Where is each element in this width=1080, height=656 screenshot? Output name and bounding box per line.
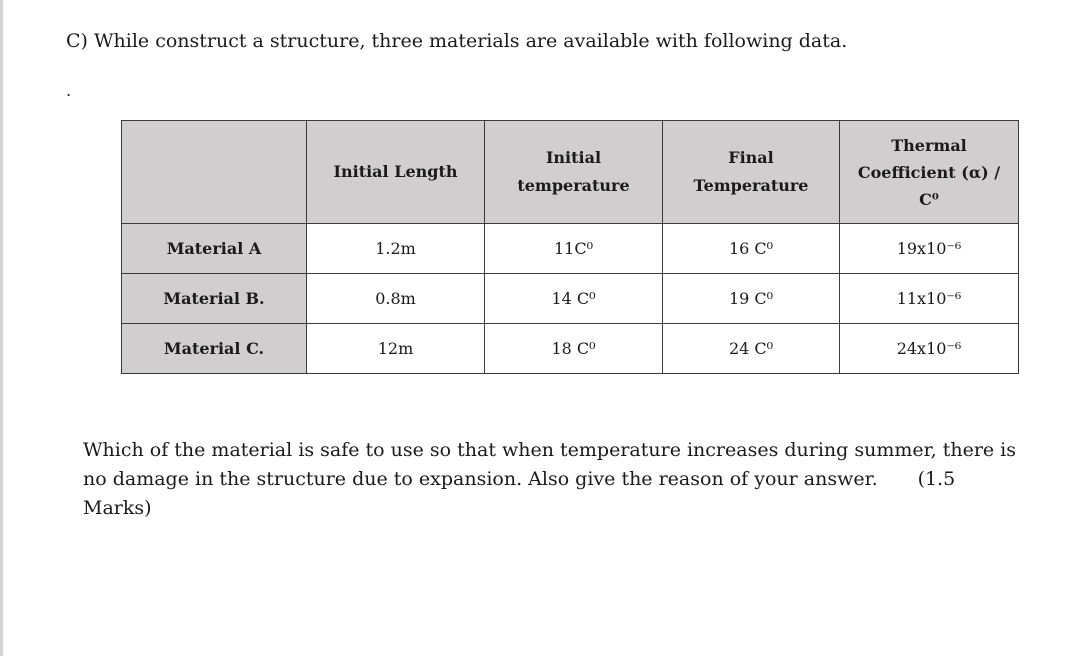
table-row: [122, 274, 1019, 324]
initial-temperature-cell: 18 C⁰: [485, 324, 663, 374]
table-row: [122, 324, 1019, 374]
stray-mark: .: [66, 81, 72, 100]
header-final-temperature: [663, 121, 840, 224]
header-initial-temperature-line1: Initial: [545, 148, 602, 167]
header-thermal-line3: C⁰: [919, 189, 939, 209]
initial-length-cell: 0.8m: [307, 274, 485, 324]
thermal-coefficient-cell: 11x10⁻⁶: [840, 274, 1019, 324]
page-left-edge: [0, 0, 3, 656]
thermal-coefficient-cell: 19x10⁻⁶: [840, 224, 1019, 274]
header-final-temperature-line1: Final: [728, 148, 774, 167]
thermal-coefficient-cell: 24x10⁻⁶: [840, 324, 1019, 374]
final-temperature-cell: 16 C⁰: [663, 224, 840, 274]
initial-length-cell: 12m: [307, 324, 485, 374]
question-heading: C) While construct a structure, three materials are available with following data.: [66, 30, 848, 52]
header-initial-temperature-line2: temperature: [517, 176, 630, 195]
material-name-cell: Material A: [122, 224, 307, 274]
header-initial-length: Initial Length: [307, 121, 485, 224]
question-prompt: [83, 436, 1018, 523]
table-header-row: [122, 121, 1019, 224]
header-corner-cell: [122, 121, 307, 224]
material-name-cell: Material C.: [122, 324, 307, 374]
header-thermal-line2: Coefficient (α) /: [857, 162, 1001, 182]
prompt-line-1: Which of the material is safe to use so that when temperature increases during summer, there is: [83, 439, 1017, 461]
header-thermal-line1: Thermal: [891, 135, 967, 155]
header-final-temperature-line2: Temperature: [693, 176, 809, 195]
prompt-line-2: no damage in the structure due to expansion. Also give the reason of your answer.: [83, 468, 878, 490]
materials-table: [121, 120, 1019, 374]
initial-temperature-cell: 14 C⁰: [485, 274, 663, 324]
final-temperature-cell: 24 C⁰: [663, 324, 840, 374]
initial-temperature-cell: 11C⁰: [485, 224, 663, 274]
final-temperature-cell: 19 C⁰: [663, 274, 840, 324]
header-thermal-coefficient: [840, 121, 1019, 224]
initial-length-cell: 1.2m: [307, 224, 485, 274]
table-row: [122, 224, 1019, 274]
material-name-cell: Material B.: [122, 274, 307, 324]
header-initial-temperature: [485, 121, 663, 224]
marks-label: (1.5 Marks): [83, 468, 956, 519]
